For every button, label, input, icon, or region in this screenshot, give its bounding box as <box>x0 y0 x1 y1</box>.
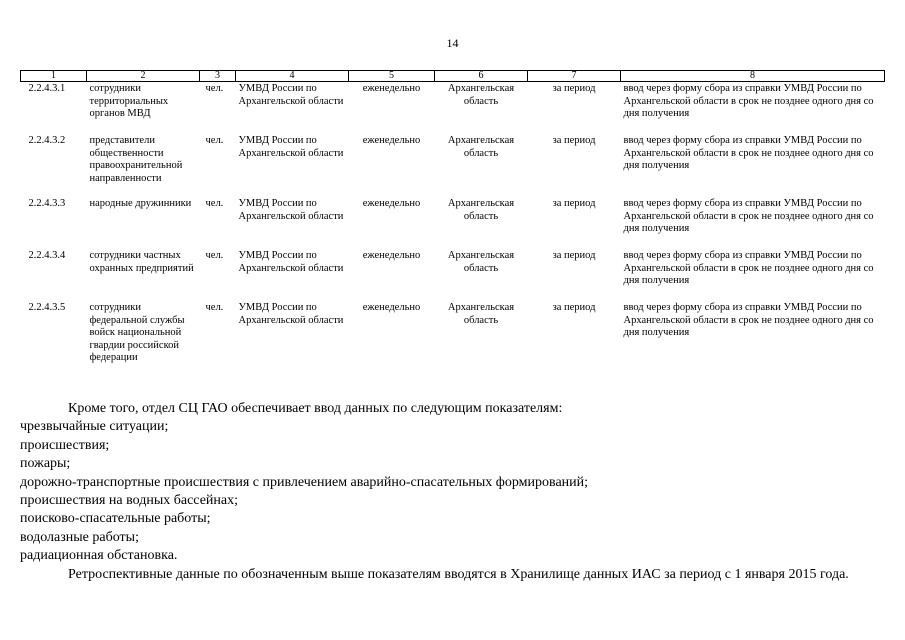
row-code: 2.2.4.3.1 <box>28 83 66 94</box>
row-method: ввод через форму сбора из справки УМВД России по Архангельской области в срок не позднее одного дня со дня получения <box>623 302 874 338</box>
table-row <box>21 249 885 301</box>
list-item: пожары; <box>20 456 71 472</box>
list-item: происшествия на водных бассейнах; <box>20 493 238 509</box>
row-source: УМВД России по Архангельской области <box>238 250 344 274</box>
row-name: народные дружинники <box>89 198 192 209</box>
row-frequency: еженедельно <box>362 302 421 313</box>
list-item: поисково-спасательные работы; <box>20 511 211 527</box>
list-item: происшествия; <box>20 437 110 453</box>
row-period: за период <box>552 83 596 94</box>
intro-paragraph: Кроме того, отдел СЦ ГАО обеспечивает ввод данных по следующим показателям: <box>68 401 563 416</box>
row-method: ввод через форму сбора из справки УМВД России по Архангельской области в срок не позднее одного дня со дня получения <box>623 198 874 234</box>
list-item: чрезвычайные ситуации; <box>20 419 169 435</box>
row-source: УМВД России по Архангельской области <box>238 135 344 159</box>
row-unit: чел. <box>205 302 224 313</box>
list-item: водолазные работы; <box>20 529 139 545</box>
row-method: ввод через форму сбора из справки УМВД России по Архангельской области в срок не позднее одного дня со дня получения <box>623 135 874 171</box>
closing-paragraph: Ретроспективные данные по обозначенным выше показателям вводятся в Хранилище данных ИАС за период с 1 января 2015 года. <box>68 566 849 582</box>
row-frequency: еженедельно <box>362 250 421 261</box>
row-source: УМВД России по Архангельской области <box>238 83 344 107</box>
row-name: сотрудники федеральной службы войск национальной гвардии российской федерации <box>89 302 185 363</box>
row-code: 2.2.4.3.3 <box>28 198 66 209</box>
row-frequency: еженедельно <box>362 135 421 146</box>
header-col-8: 8 <box>621 71 885 82</box>
row-region: Архангельская область <box>447 83 515 107</box>
header-col-5: 5 <box>349 71 435 82</box>
row-code: 2.2.4.3.5 <box>28 302 66 313</box>
row-source: УМВД России по Архангельской области <box>238 302 344 326</box>
row-frequency: еженедельно <box>362 198 421 209</box>
row-unit: чел. <box>205 198 224 209</box>
row-name: представители общественности правоохранительной направленности <box>89 135 183 184</box>
row-name: сотрудники территориальных органов МВД <box>89 83 169 119</box>
row-frequency: еженедельно <box>362 83 421 94</box>
row-unit: чел. <box>205 83 224 94</box>
row-method: ввод через форму сбора из справки УМВД России по Архангельской области в срок не позднее одного дня со дня получения <box>623 250 874 286</box>
table-row <box>21 301 885 378</box>
table-row <box>21 82 885 135</box>
row-region: Архангельская область <box>447 250 515 274</box>
row-method: ввод через форму сбора из справки УМВД России по Архангельской области в срок не позднее одного дня со дня получения <box>623 83 874 119</box>
header-col-1: 1 <box>21 71 87 82</box>
header-col-4: 4 <box>236 71 349 82</box>
body-text <box>20 400 884 584</box>
row-name: сотрудники частных охранных предприятий <box>89 250 194 274</box>
row-period: за период <box>552 302 596 313</box>
row-region: Архангельская область <box>447 135 515 159</box>
page-number: 14 <box>446 36 459 50</box>
row-period: за период <box>552 135 596 146</box>
header-col-3: 3 <box>200 71 236 82</box>
row-code: 2.2.4.3.2 <box>28 135 66 146</box>
row-source: УМВД России по Архангельской области <box>238 198 344 222</box>
header-col-2: 2 <box>87 71 200 82</box>
row-period: за период <box>552 198 596 209</box>
row-period: за период <box>552 250 596 261</box>
row-region: Архангельская область <box>447 198 515 222</box>
indicators-table <box>20 70 885 378</box>
row-code: 2.2.4.3.4 <box>28 250 66 261</box>
header-col-6: 6 <box>435 71 528 82</box>
list-item: радиационная обстановка. <box>20 548 178 564</box>
table-row <box>21 134 885 197</box>
list-item: дорожно-транспортные происшествия с привлечением аварийно-спасательных формирований; <box>20 474 589 490</box>
table-row <box>21 197 885 249</box>
header-col-7: 7 <box>528 71 621 82</box>
row-unit: чел. <box>205 250 224 261</box>
row-region: Архангельская область <box>447 302 515 326</box>
row-unit: чел. <box>205 135 224 146</box>
table-header-row <box>21 71 885 82</box>
